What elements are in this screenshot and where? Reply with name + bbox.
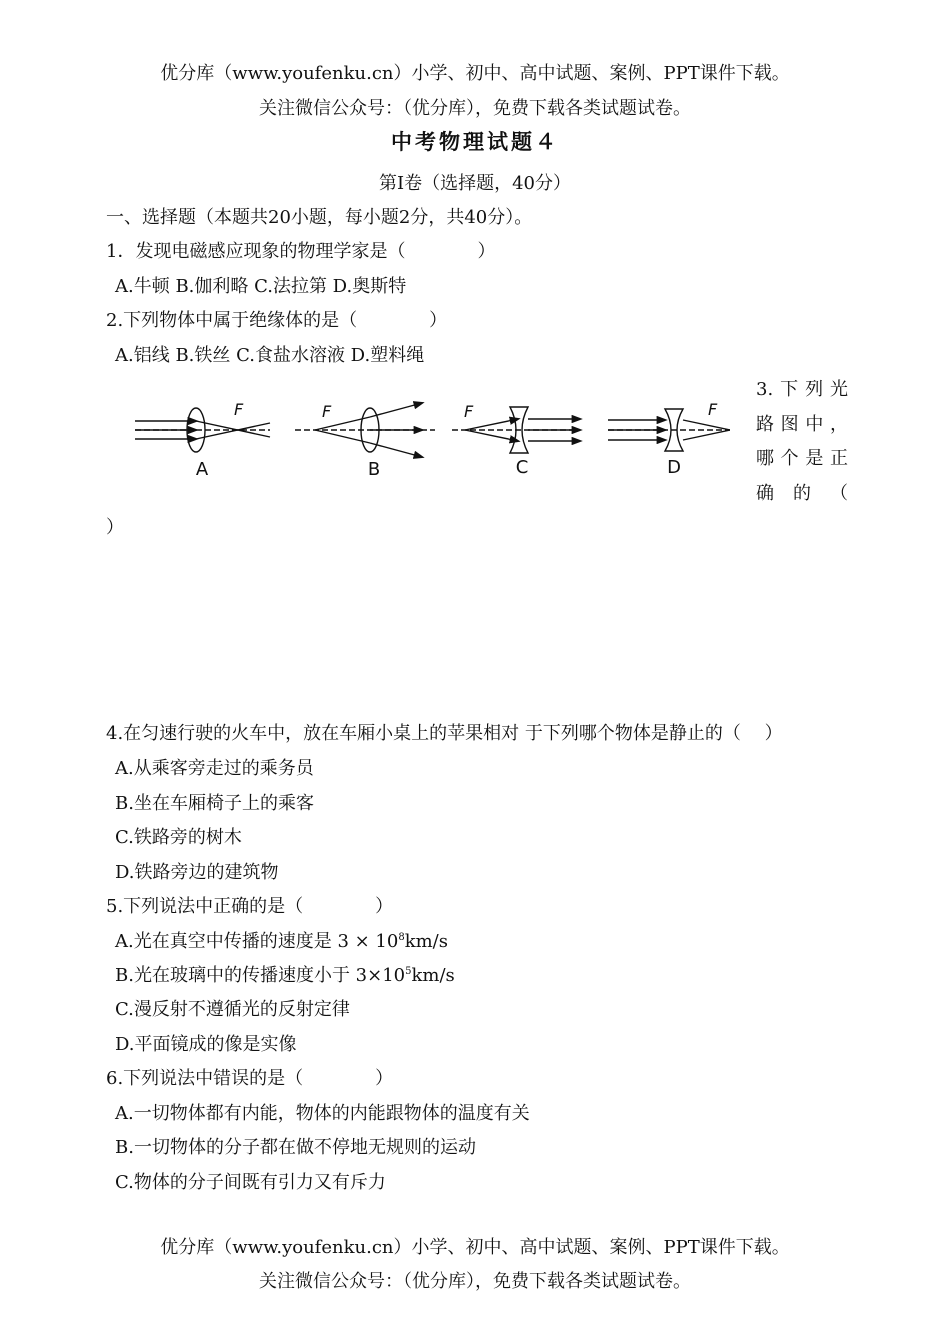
section-heading: 一、选择题（本题共20小题，每小题2分，共40分）。 <box>106 207 533 228</box>
diagram-label-d: D <box>667 457 681 478</box>
q2-stem: 2.下列物体中属于绝缘体的是（ ） <box>106 310 448 331</box>
header-line-2: 关注微信公众号：（优分库），免费下载各类试题试卷。 <box>259 98 691 119</box>
q5-option-a: A.光在真空中传播的速度是 $3 \times 10^8km/s$ <box>115 931 448 952</box>
q3-close-paren: ） <box>106 517 124 538</box>
diagram-a <box>135 408 270 452</box>
q5-option-b: B.光在玻璃中的传播速度小于 $3\times 10^5km/s$ <box>115 965 455 986</box>
q3-stem <box>756 373 848 511</box>
diagram-label-c: C <box>515 457 529 478</box>
q5-option-c: C.漫反射不遵循光的反射定律 <box>115 999 350 1020</box>
page-title: 中考物理试题４ <box>391 129 559 154</box>
q3-stem-row: 哪 个 是 正 <box>756 448 848 469</box>
diagram-label-a: A <box>195 459 209 480</box>
q2-options: A.铝线 B.铁丝 C.食盐水溶液 D.塑料绳 <box>115 345 425 366</box>
q4-option-c: C.铁路旁的树木 <box>115 827 242 848</box>
q4-option-a: A.从乘客旁走过的乘务员 <box>115 758 314 779</box>
footer-line-2: 关注微信公众号：（优分库），免费下载各类试题试卷。 <box>259 1271 691 1292</box>
q3-stem-row: 确 的 （ <box>756 482 848 504</box>
q6-stem: 6.下列说法中错误的是（ ） <box>106 1068 394 1089</box>
q1-options: A.牛顿 B.伽利略 C.法拉第 D.奥斯特 <box>115 276 407 297</box>
q5-option-d: D.平面镜成的像是实像 <box>115 1034 297 1055</box>
q3-stem-row: 3. 下 列 光 <box>756 379 848 400</box>
focus-label-a: F <box>234 400 244 419</box>
q1-stem: 1．发现电磁感应现象的物理学家是（ ） <box>106 241 496 262</box>
focus-label-c: F <box>464 402 474 421</box>
q6-option-c: C.物体的分子间既有引力又有斥力 <box>115 1172 386 1193</box>
diagram-b <box>295 403 435 457</box>
q3-stem-row: 路 图 中 ， <box>756 413 848 435</box>
q6-option-b: B.一切物体的分子都在做不停地无规则的运动 <box>115 1137 476 1158</box>
lens-diagrams <box>130 395 730 485</box>
q5-stem: 5.下列说法中正确的是（ ） <box>106 896 394 917</box>
q6-option-a: A.一切物体都有内能，物体的内能跟物体的温度有关 <box>115 1103 530 1124</box>
focus-label-d: F <box>708 400 718 419</box>
q4-option-d: D.铁路旁边的建筑物 <box>115 862 279 883</box>
footer-line-1: 优分库（www.youfenku.cn）小学、初中、高中试题、案例、PPT课件下载。 <box>160 1237 790 1258</box>
header-line-1: 优分库（www.youfenku.cn）小学、初中、高中试题、案例、PPT课件下载。 <box>160 63 790 84</box>
q4-option-b: B.坐在车厢椅子上的乘客 <box>115 793 314 814</box>
diagram-label-b: B <box>367 459 381 480</box>
focus-label-b: F <box>322 402 332 421</box>
q4-stem: 4.在匀速行驶的火车中，放在车厢小桌上的苹果相对 于下列哪个物体是静止的（ ） <box>106 723 783 744</box>
volume-heading: 第Ⅰ卷（选择题，40分） <box>378 173 571 194</box>
